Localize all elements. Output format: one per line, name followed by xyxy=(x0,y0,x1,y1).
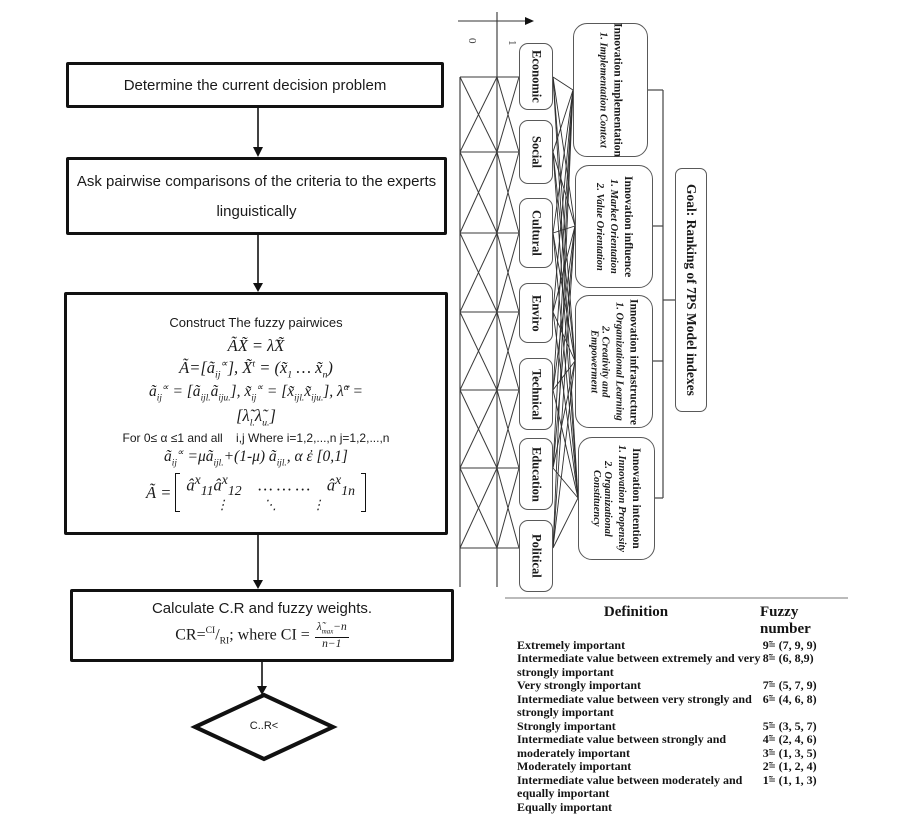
row-def: Intermediate value between moderately and xyxy=(517,772,743,787)
group-innovation-intention xyxy=(578,437,655,560)
flow-step-2-line1: Ask pairwise comparisons of the criteria to the experts xyxy=(76,172,437,190)
flow-step-4-line1: Calculate C.R and fuzzy weights. xyxy=(151,600,373,618)
criterion-education xyxy=(519,438,553,510)
criterion-enviro-label: Enviro xyxy=(529,294,544,332)
row-def: moderately important xyxy=(517,745,630,760)
row-num: 6̃= (4, 6, 8) xyxy=(762,691,817,706)
row-num: 3̃= (1, 3, 5) xyxy=(762,745,817,760)
criterion-economic xyxy=(519,43,553,110)
table-row xyxy=(512,720,848,734)
table-row xyxy=(512,706,848,720)
flow-step-1 xyxy=(66,62,444,108)
formula-matrix xyxy=(146,473,366,512)
axis-tick-0: 0 xyxy=(466,38,478,44)
group-3-item2: 2. Creativity and Empowerment xyxy=(588,325,611,398)
criterion-cultural xyxy=(519,198,553,268)
cr-formula-text: $CR=^{CI}/_{RI}$; where CI = xyxy=(175,625,310,647)
row-num: 2̃= (1, 2, 4) xyxy=(762,759,817,773)
row-num: 5̃= (3, 5, 7) xyxy=(762,718,817,733)
row-def: Intermediate value between very strongly and xyxy=(517,691,752,706)
header-fuzzy-number: Fuzzy number xyxy=(760,604,811,638)
formula-lambda-interval: $[\lambdã_{l.}\lambdã_{u.}]$ xyxy=(236,405,276,428)
matrix-body xyxy=(180,473,361,512)
group-innovation-implementation xyxy=(573,23,648,157)
cr-formula xyxy=(175,621,349,650)
row-num: 8̃= (6, 8,9) xyxy=(762,651,814,665)
row-def: Strongly important xyxy=(517,718,616,733)
table-row xyxy=(512,639,848,653)
table-row xyxy=(512,801,848,815)
header-definition: Definition xyxy=(603,604,669,620)
ci-fraction-numerator: $\lambdã_{max}-n$ xyxy=(316,621,347,636)
ci-fraction xyxy=(315,621,349,650)
group-1-item1: 1. Implementation Context xyxy=(597,32,609,148)
matrix-row1: $â^x_{11}â^x_{12}$ … … … $â^x_{1n}$ xyxy=(186,472,355,498)
fuzzy-table-header xyxy=(512,601,848,639)
row-num: 1̃= (1, 1, 3) xyxy=(762,772,817,787)
criterion-social-label: Social xyxy=(529,136,544,168)
table-row xyxy=(512,652,848,666)
formula-condition: For 0≤ α ≤1 and all i,j Where i=1,2,...,n j=1,2,...,n xyxy=(122,431,390,446)
criterion-enviro xyxy=(519,283,553,343)
row-def: equally important xyxy=(517,786,610,800)
goal-label: Goal: Ranking of 7PS Model indexes xyxy=(684,184,699,396)
group-4-item1: 1. Innovation Propensity xyxy=(616,444,627,553)
table-row xyxy=(512,760,848,774)
row-def: Intermediate value between extremely and very xyxy=(517,651,761,665)
fuzzy-table xyxy=(512,601,848,814)
row-num xyxy=(763,801,848,815)
group-4-item2: 2. Organizational Constituency xyxy=(591,460,613,537)
row-num xyxy=(763,706,848,720)
flow-step-3 xyxy=(64,292,448,535)
criterion-technical-label: Technical xyxy=(529,368,544,420)
ci-fraction-denominator: n−1 xyxy=(322,637,342,650)
row-def: Intermediate value between strongly and xyxy=(517,732,727,746)
flow-step-1-label: Determine the current decision problem xyxy=(123,76,387,94)
row-def: strongly important xyxy=(517,664,614,679)
group-innovation-infrastructure xyxy=(575,295,653,428)
row-def: Extremely important xyxy=(517,637,626,652)
row-num: 9̃= (7, 9, 9) xyxy=(762,637,817,652)
group-1-title: Innovation implementation xyxy=(611,23,624,157)
group-goal-bus xyxy=(648,90,675,498)
table-row xyxy=(512,693,848,707)
membership-pattern xyxy=(460,77,519,548)
flow-step-2 xyxy=(66,157,447,235)
group-innovation-influence xyxy=(575,165,653,288)
table-row xyxy=(512,787,848,801)
table-row xyxy=(512,679,848,693)
formula-mu: $ã_{ij}^\propto$ $=\mu ã_{ijl.}+(1-\mu)$ $ã_{ijl.}$, α ἐ [0,1] xyxy=(164,448,348,469)
matrix-bracket-right xyxy=(361,473,366,512)
row-num: 7̃= (5, 7, 9) xyxy=(762,678,817,692)
formula-interval: $ã_{ij}^\propto$ = $[ã_{ijl.}ã_{iju.}]$, $x̃_{ij}^\propto$ = $[x̃_{ijl.}x̃_{iju.}]$, λ̃$^\alpha$ = xyxy=(148,382,363,404)
matrix-row2: ⋮ ⋱ ⋮ xyxy=(215,497,326,513)
group-2-item2: 2. Value Orientation xyxy=(594,182,605,271)
formula-matrix-def: $Ã=[ã_{ij}^\propto]$, X̃$^t$ = ($x̃_1$ … $x̃_n$) xyxy=(179,358,333,381)
criterion-social xyxy=(519,120,553,184)
criterion-economic-label: Economic xyxy=(529,50,544,103)
axis-tick-1: 1 xyxy=(506,40,518,46)
group-3-title: Innovation infrastructure xyxy=(627,298,640,425)
criterion-political xyxy=(519,520,553,592)
decision-label: C..R< xyxy=(249,720,279,732)
table-row xyxy=(512,666,848,680)
group-3-item1: 1. Organizational Learning xyxy=(613,302,625,421)
criterion-education-label: Education xyxy=(529,446,544,502)
goal-box xyxy=(675,168,707,412)
matrix-lhs: Ã = xyxy=(146,482,172,502)
row-def: Very strongly important xyxy=(517,678,641,692)
row-def: Equally important xyxy=(517,799,613,814)
formula-eigen: ÃX̃ = λ̃X̃ xyxy=(227,335,285,355)
criterion-technical xyxy=(519,358,553,430)
row-num xyxy=(763,787,848,801)
group-2-title: Innovation influence xyxy=(622,175,634,278)
criterion-cultural-label: Cultural xyxy=(529,210,544,256)
criterion-political-label: Political xyxy=(529,534,544,578)
row-def: strongly important xyxy=(517,705,614,719)
axis-arrowhead xyxy=(525,17,534,25)
table-row xyxy=(512,774,848,788)
row-num xyxy=(763,666,848,680)
group-2-item1: 1. Market Orientation xyxy=(608,179,619,274)
group-4-title: Innovation intention xyxy=(630,448,642,549)
table-row xyxy=(512,747,848,761)
table-row xyxy=(512,733,848,747)
flow-step-4 xyxy=(70,589,454,662)
flow-step-2-line2: linguistically xyxy=(216,202,297,220)
flow-step-3-title: Construct The fuzzy pairwices xyxy=(169,314,343,330)
row-def: Moderately important xyxy=(517,759,632,773)
row-num: 4̃= (2, 4, 6) xyxy=(762,732,817,746)
